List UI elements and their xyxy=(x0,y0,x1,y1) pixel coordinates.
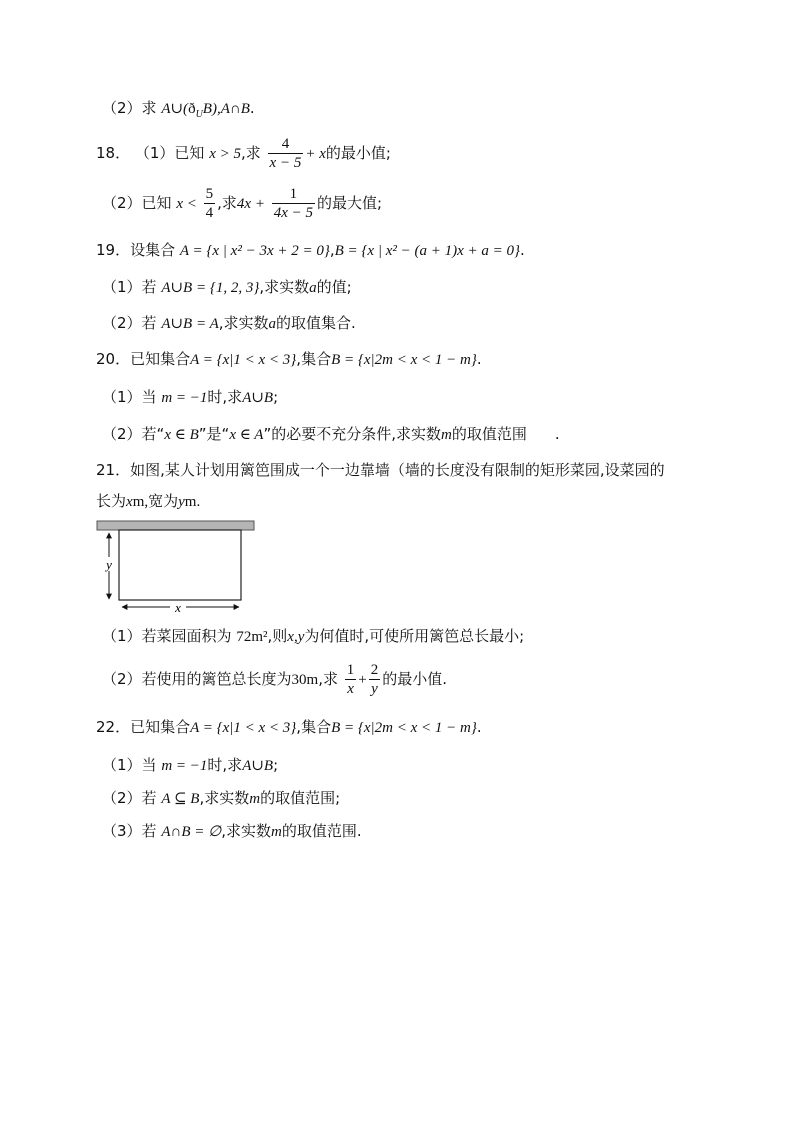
q19-p2-condition: A∪B = A xyxy=(161,316,219,332)
q18-p2-mid: ,求 xyxy=(217,194,237,212)
q18-p2-cond-fraction xyxy=(204,185,216,222)
q22-p1-mid: 时,求 xyxy=(207,756,243,774)
q18-p2-label: （2）已知 xyxy=(102,194,172,212)
q21-stem-y: y xyxy=(178,494,185,510)
q22-p2-condition: A ⊆ B xyxy=(161,791,200,807)
q22-p3-condition: A∩B = ∅ xyxy=(161,824,222,840)
q20-p1-end: ; xyxy=(273,388,279,406)
q19-p1-condition: A∪B = {1, 2, 3} xyxy=(161,280,260,296)
q18-part2 xyxy=(102,183,382,224)
q20-set-b: B = {x|2m < x < 1 − m} xyxy=(331,352,477,368)
q22-stem xyxy=(96,717,482,738)
q20-p2-label: （2）若“ xyxy=(102,425,165,443)
q20-p1-mid: 时,求 xyxy=(207,388,243,406)
q19-p2-label: （2）若 xyxy=(102,314,157,332)
q19-p1-end: ,求实数 xyxy=(259,278,310,296)
q18-p2-fraction xyxy=(272,185,315,222)
q21-part1 xyxy=(102,626,524,647)
q19-comma: , xyxy=(329,241,335,259)
q17-expr2: B),A∩B xyxy=(202,101,250,117)
q17-part2 xyxy=(102,98,255,125)
q22-end: . xyxy=(476,718,482,736)
q18-p2-condition: x < xyxy=(176,196,197,212)
q19-part1 xyxy=(102,277,352,298)
q21-stem-b: m,宽为 xyxy=(132,494,179,510)
q21-p2-frac1-num: 1 xyxy=(346,662,355,678)
wall xyxy=(97,521,254,530)
q19-p1-tail: 的值; xyxy=(316,278,352,296)
y-label: y xyxy=(106,557,112,572)
q18-p2-frac-den: 4x − 5 xyxy=(273,205,314,221)
q19-p2-end: ,求实数 xyxy=(218,314,269,332)
q20-stem-prefix: 20．已知集合 xyxy=(96,350,191,368)
q19-part2 xyxy=(102,313,356,334)
q21-p2-mid: ,求 xyxy=(318,670,338,688)
q18-p1-frac-num: 4 xyxy=(281,136,290,152)
q20-p2-cond2: x ∈ A xyxy=(229,427,264,443)
q18-p2-expr: 4x + xyxy=(236,196,265,212)
q21-p2-end: 的最小值. xyxy=(382,670,448,688)
q22-set-b: B = {x|2m < x < 1 − m} xyxy=(331,720,477,736)
q17-complement-sub: U xyxy=(195,109,203,120)
q22-p2-end: ,求实数 xyxy=(199,789,250,807)
q19-set-a: A = {x | x² − 3x + 2 = 0} xyxy=(179,243,330,259)
q18-p2-cond-num: 5 xyxy=(205,186,214,202)
q20-stem xyxy=(96,349,482,370)
q22-p1-expr: A∪B xyxy=(242,758,274,774)
q18-p1-plus: + x xyxy=(305,146,326,162)
q21-p2-frac1 xyxy=(345,661,357,698)
q22-p3-tail: 的取值范围. xyxy=(281,822,362,840)
q18-p2-frac-num: 1 xyxy=(289,186,298,202)
q18-part1 xyxy=(96,133,391,174)
q22-set-a: A = {x|1 < x < 3} xyxy=(190,720,297,736)
q18-p1-condition: x > 5 xyxy=(209,146,241,162)
q18-number: 18． xyxy=(96,144,131,162)
q20-p2-end: ”的必要不充分条件,求实数 xyxy=(263,425,442,443)
q22-p2-tail: 的取值范围; xyxy=(260,789,341,807)
q19-end: . xyxy=(520,241,525,259)
q22-p2-label: （2）若 xyxy=(102,789,157,807)
q18-p2-end: 的最大值; xyxy=(317,194,383,212)
q21-p2-frac2-den: y xyxy=(369,679,381,698)
q22-p3-label: （3）若 xyxy=(102,822,157,840)
q18-p1-label: （1）已知 xyxy=(134,144,205,162)
q18-p1-mid: ,求 xyxy=(240,144,261,162)
q18-p2-cond-den: 4 xyxy=(205,205,214,221)
q21-stem-c: m. xyxy=(184,494,201,510)
q22-stem-prefix: 22．已知集合 xyxy=(96,718,191,736)
garden-rect xyxy=(119,530,241,600)
q17-complement: ð xyxy=(188,101,196,117)
q22-p2-var: m xyxy=(249,791,261,807)
q20-set-a: A = {x|1 < x < 3} xyxy=(190,352,297,368)
q20-p1-label: （1）当 xyxy=(102,388,157,406)
q20-part2 xyxy=(102,424,560,445)
q22-p3-var: m xyxy=(270,824,282,840)
q22-part3 xyxy=(102,821,362,842)
q21-stem-a: 长为 xyxy=(96,492,127,510)
q20-p1-expr: A∪B xyxy=(242,390,274,406)
q20-p2-cond1: x ∈ B xyxy=(164,427,199,443)
q21-p2-frac1-den: x xyxy=(345,679,357,698)
q17-expr: A∪( xyxy=(161,101,189,117)
q17-end: . xyxy=(249,99,255,117)
q20-p1-condition: m = −1 xyxy=(161,390,208,406)
q20-part1 xyxy=(102,387,278,408)
x-label: x xyxy=(175,600,181,615)
q19-stem xyxy=(96,240,525,261)
q22-p3-end: ,求实数 xyxy=(221,822,271,840)
q18-p1-fraction xyxy=(268,135,304,172)
q22-part2 xyxy=(102,788,340,809)
q20-p2-var: m xyxy=(441,427,452,443)
q22-p1-label: （1）当 xyxy=(102,756,157,774)
q21-p2-frac2-num: 2 xyxy=(370,662,379,678)
q21-p1-vars: x,y xyxy=(287,629,305,645)
q19-p1-label: （1）若 xyxy=(102,278,157,296)
q21-p1-mid: ,则 xyxy=(267,627,288,645)
q21-p2-frac2 xyxy=(369,661,381,698)
q20-end: . xyxy=(476,350,482,368)
q21-p1-label: （1）若菜园面积为 xyxy=(102,627,232,645)
q21-p1-area: 72m² xyxy=(236,629,268,645)
q21-stem-line2 xyxy=(96,491,200,512)
q21-p2-length: 30m xyxy=(291,672,319,688)
q19-p1-var: a xyxy=(309,280,317,296)
q20-p2-dot: . xyxy=(554,425,560,443)
q21-part2 xyxy=(102,659,447,700)
q21-p2-label: （2）若使用的篱笆总长度为 xyxy=(102,670,292,688)
q19-p2-var: a xyxy=(268,316,277,332)
q21-p1-end: 为何值时,可使所用篱笆总长最小; xyxy=(304,627,525,645)
q21-stem-x: x xyxy=(126,494,133,510)
q22-part1 xyxy=(102,755,278,776)
q21-p2-plus: + xyxy=(358,672,367,688)
q18-p1-end: 的最小值; xyxy=(325,144,391,162)
q19-stem-prefix: 19．设集合 xyxy=(96,241,176,259)
q20-p2-tail: 的取值范围 xyxy=(451,425,527,443)
q22-p1-condition: m = −1 xyxy=(161,758,208,774)
q22-mid: ,集合 xyxy=(296,718,332,736)
q19-set-b: B = {x | x² − (a + 1)x + a = 0} xyxy=(334,243,520,259)
q18-p1-frac-den: x − 5 xyxy=(269,155,302,171)
garden-figure xyxy=(96,519,258,617)
q21-stem-line1: 21．如图,某人计划用篱笆围成一个一边靠墙（墙的长度没有限制的矩形菜园,设菜园的 xyxy=(96,461,665,479)
q17-p2-label: （2）求 xyxy=(102,99,157,117)
q19-p2-tail: 的取值集合. xyxy=(276,314,356,332)
q22-p1-end: ; xyxy=(273,756,279,774)
q20-mid: ,集合 xyxy=(296,350,332,368)
q20-p2-mid: ”是“ xyxy=(198,425,230,443)
